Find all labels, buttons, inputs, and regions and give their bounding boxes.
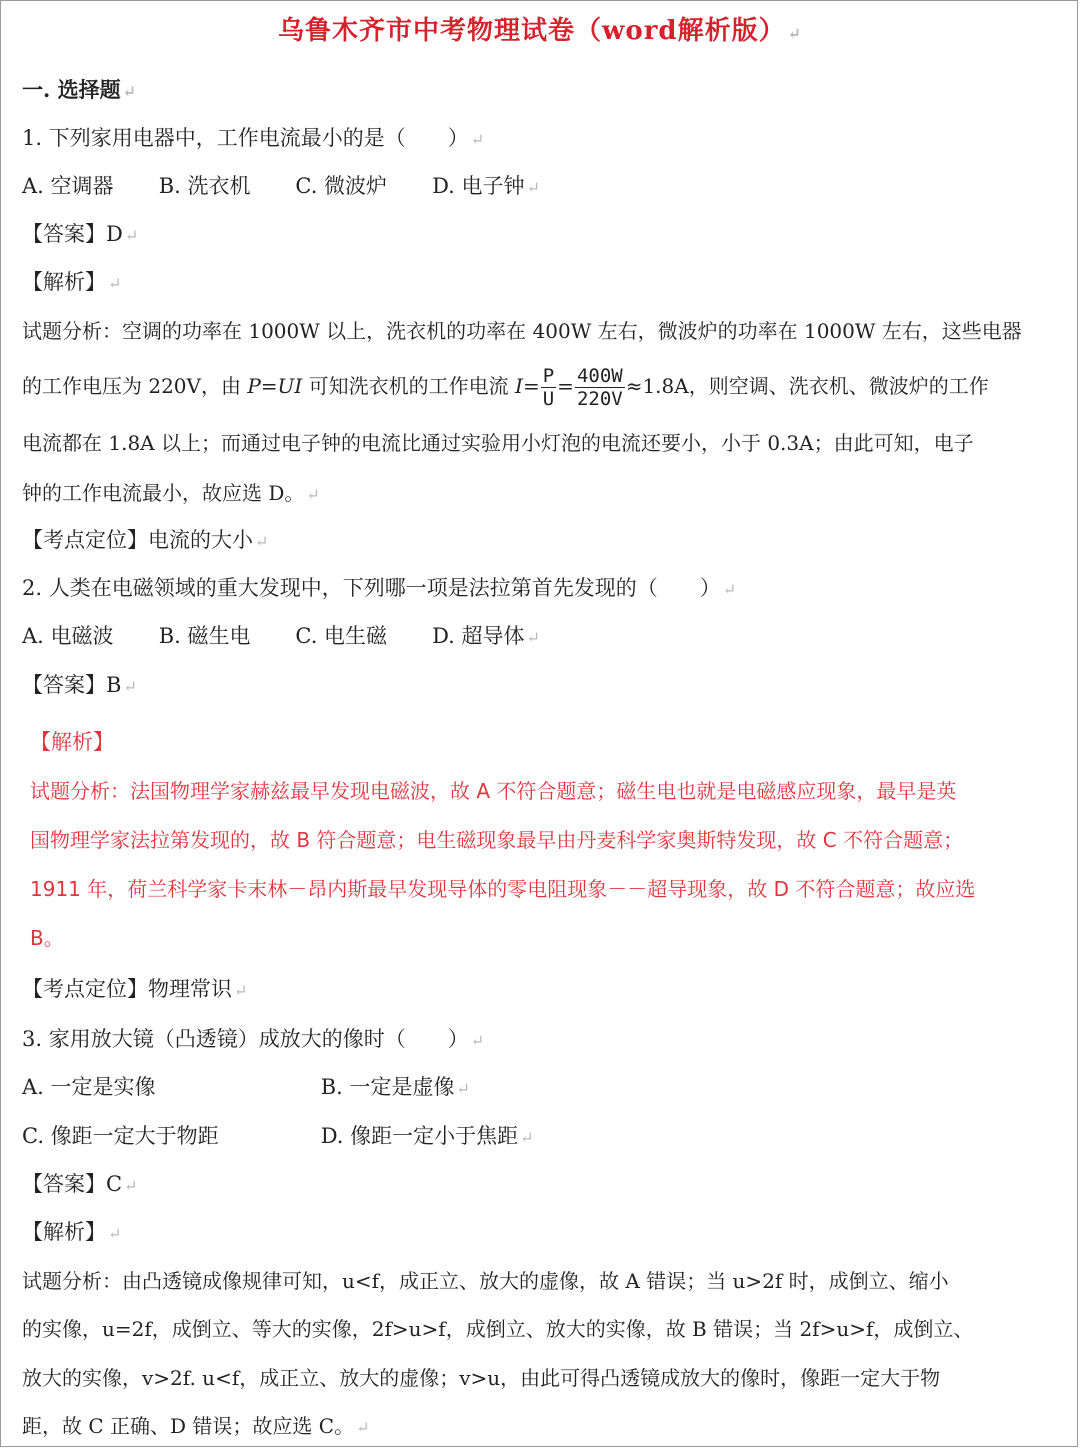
q1-option-b: B. 洗衣机 bbox=[158, 174, 251, 198]
q2-option-d: D. 超导体 bbox=[432, 624, 525, 648]
paragraph-mark: ↵ bbox=[255, 532, 269, 551]
q1-analysis-line-1: 试题分析：空调的功率在 1000W 以上，洗衣机的功率在 400W 左右，微波炉的功率在 1000W 左右，这些电器 bbox=[22, 319, 1022, 343]
q3-analysis-head-text: 【解析】 bbox=[22, 1220, 106, 1244]
paragraph-mark: ↵ bbox=[124, 226, 139, 245]
q2-point-text: 【考点定位】物理常识 bbox=[22, 977, 232, 1001]
q1-options bbox=[22, 171, 540, 203]
q3-stem-text: 3. 家用放大镜（凸透镜）成放大的像时（ ） bbox=[22, 1027, 469, 1051]
title-text: 乌鲁木齐市中考物理试卷（word解析版） bbox=[277, 16, 786, 46]
q1-stem-text: 1. 下列家用电器中，工作电流最小的是（ ） bbox=[22, 126, 469, 150]
q2-analysis-line-2: 国物理学家法拉第发现的，故 B 符合题意；电生磁现象最早由丹麦科学家奥斯特发现，故 C 不符合题意； bbox=[30, 828, 964, 852]
paragraph-mark: ↵ bbox=[108, 274, 122, 293]
q1-analysis-head bbox=[22, 267, 121, 299]
section-text: 一. 选择题 bbox=[22, 77, 121, 102]
q3-analysis-line-3: 放大的实像，v>2f. u<f，成正立、放大的虚像；v>u，由此可得凸透镜成放大的像时，像距一定大于物 bbox=[22, 1366, 941, 1390]
q1-analysis-line-2 bbox=[22, 365, 989, 410]
paragraph-mark: ↵ bbox=[124, 1176, 138, 1195]
q1-option-d: D. 电子钟 bbox=[432, 174, 525, 198]
q1-analysis-text: 的工作电压为 220V，由 bbox=[22, 374, 248, 398]
q2-analysis-head: 【解析】 bbox=[30, 730, 114, 754]
fraction-p-over-u bbox=[541, 365, 556, 410]
paragraph-mark: ↵ bbox=[520, 1128, 534, 1147]
paragraph-mark: ↵ bbox=[526, 178, 540, 197]
paragraph-mark: ↵ bbox=[526, 628, 540, 647]
paragraph-mark: ↵ bbox=[456, 1079, 470, 1098]
q2-option-b: B. 磁生电 bbox=[158, 624, 251, 648]
fraction-400w-over-220v bbox=[575, 365, 625, 410]
q1-point-text: 【考点定位】电流的大小 bbox=[22, 528, 253, 552]
fraction-numerator: 400W bbox=[576, 365, 623, 387]
q3-analysis-head bbox=[22, 1217, 121, 1249]
q1-analysis-line-3: 电流都在 1.8A 以上；而通过电子钟的电流比通过实验用小灯泡的电流还要小，小于 0.3A；由此可知，电子 bbox=[22, 431, 974, 455]
document-title bbox=[0, 16, 1080, 49]
paragraph-mark: ↵ bbox=[234, 981, 248, 1000]
paragraph-mark: ↵ bbox=[787, 24, 802, 43]
q1-answer bbox=[22, 219, 138, 251]
q2-option-a: A. 电磁波 bbox=[22, 624, 114, 648]
q3-option-b: B. 一定是虚像 bbox=[320, 1075, 455, 1099]
q3-options-row-1 bbox=[22, 1072, 470, 1104]
q3-option-c: C. 像距一定大于物距 bbox=[22, 1124, 219, 1148]
equals-sign: = bbox=[557, 374, 574, 398]
fraction-denominator: 220V bbox=[576, 388, 623, 410]
q1-analysis-head-text: 【解析】 bbox=[22, 270, 106, 294]
q1-analysis-text: 可知洗衣机的工作电流 bbox=[302, 374, 516, 398]
q3-option-d: D. 像距一定小于焦距 bbox=[320, 1124, 519, 1148]
q2-point bbox=[22, 974, 247, 1006]
formula-p-ui: P=UI bbox=[247, 374, 303, 398]
q1-point bbox=[22, 525, 268, 557]
q2-answer bbox=[22, 670, 137, 702]
q3-analysis-line-1: 试题分析：由凸透镜成像规律可知，u<f，成正立、放大的虚像，故 A 错误；当 u>2f 时，成倒立、缩小 bbox=[22, 1269, 949, 1293]
q3-analysis-line-2: 的实像，u=2f，成倒立、等大的实像，2f>u>f，成倒立、放大的实像，故 B 错误；当 2f>u>f，成倒立、 bbox=[22, 1317, 974, 1341]
paragraph-mark: ↵ bbox=[470, 130, 485, 149]
paragraph-mark: ↵ bbox=[108, 1224, 122, 1243]
paragraph-mark: ↵ bbox=[306, 485, 320, 504]
q1-option-a: A. 空调器 bbox=[22, 174, 114, 198]
q1-analysis-line-4 bbox=[22, 478, 320, 510]
q3-analysis-text: 距，故 C 正确、D 错误；故应选 C。 bbox=[22, 1414, 355, 1438]
section-heading bbox=[22, 75, 136, 107]
formula-i: I= bbox=[515, 374, 540, 398]
paragraph-mark: ↵ bbox=[470, 1031, 485, 1050]
q1-analysis-text: ≈1.8A，则空调、洗衣机、微波炉的工作 bbox=[625, 374, 989, 398]
q2-analysis-line-3: 1911 年，荷兰科学家卡末林－昂内斯最早发现导体的零电阻现象－－超导现象，故 D 不符合题意；故应选 bbox=[30, 877, 976, 901]
q1-answer-text: 【答案】D bbox=[22, 222, 123, 246]
q3-option-a: A. 一定是实像 bbox=[22, 1075, 156, 1099]
paragraph-mark: ↵ bbox=[122, 82, 137, 101]
q3-options-row-2 bbox=[22, 1121, 534, 1153]
q3-answer bbox=[22, 1169, 137, 1201]
q2-stem bbox=[22, 573, 736, 605]
q1-analysis-text: 钟的工作电流最小，故应选 D。 bbox=[22, 481, 305, 505]
q1-option-c: C. 微波炉 bbox=[295, 174, 388, 198]
fraction-numerator: P bbox=[542, 365, 555, 387]
paragraph-mark: ↵ bbox=[722, 580, 737, 599]
q2-answer-text: 【答案】B bbox=[22, 673, 122, 697]
q2-stem-text: 2. 人类在电磁领域的重大发现中，下列哪一项是法拉第首先发现的（ ） bbox=[22, 576, 721, 600]
fraction-denominator: U bbox=[542, 388, 555, 410]
q1-stem bbox=[22, 123, 484, 155]
q3-analysis-line-4 bbox=[22, 1411, 369, 1443]
q2-analysis-line-1: 试题分析：法国物理学家赫兹最早发现电磁波，故 A 不符合题意；磁生电也就是电磁感应现象，最早是英 bbox=[30, 779, 957, 803]
q3-answer-text: 【答案】C bbox=[22, 1172, 123, 1196]
paragraph-mark: ↵ bbox=[356, 1418, 370, 1437]
q2-options bbox=[22, 621, 540, 653]
q2-analysis-line-4: B。 bbox=[30, 926, 64, 950]
paragraph-mark: ↵ bbox=[123, 677, 137, 696]
q2-option-c: C. 电生磁 bbox=[295, 624, 388, 648]
q3-stem bbox=[22, 1024, 484, 1056]
